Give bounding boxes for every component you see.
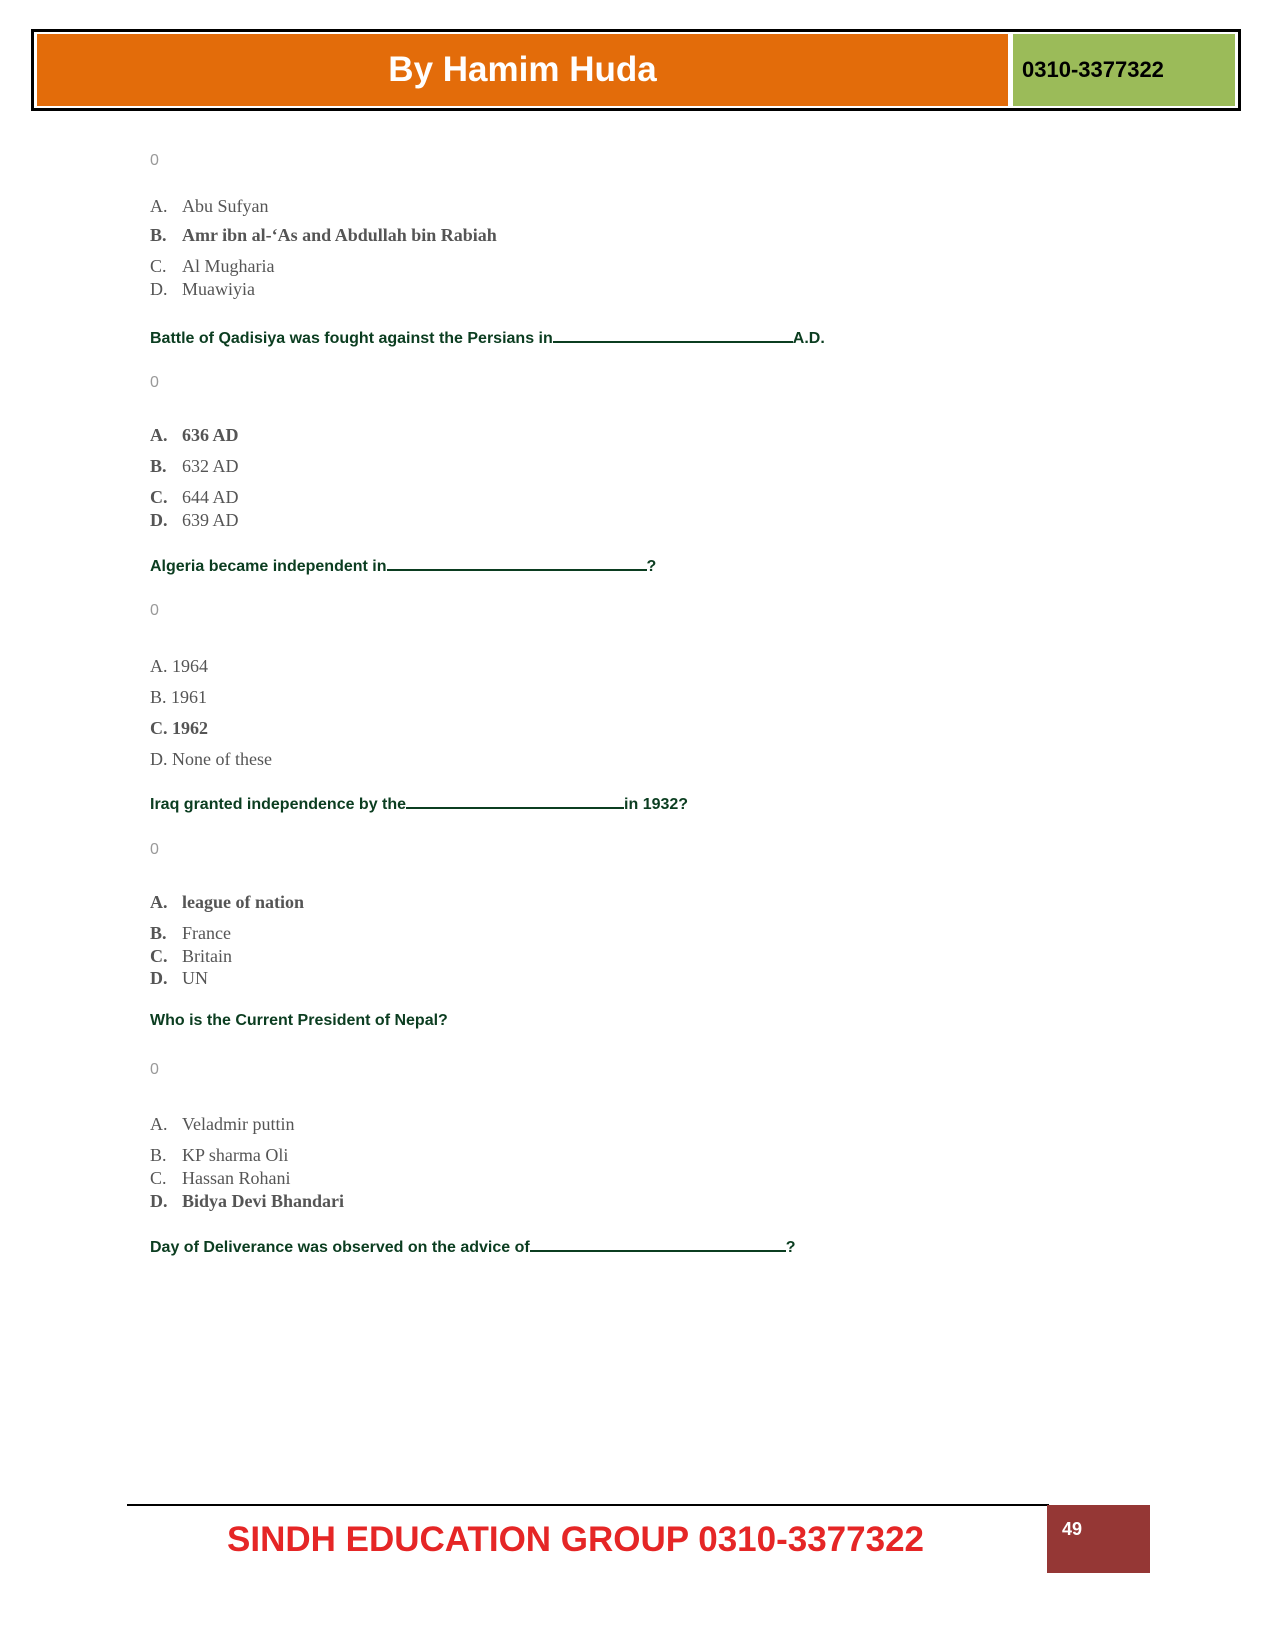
option-a: A. Abu Sufyan	[150, 196, 269, 216]
footer-text: SINDH EDUCATION GROUP 0310-3377322	[227, 1520, 925, 1559]
page-number-box	[1047, 1505, 1150, 1573]
option-d: D. None of these	[150, 749, 272, 769]
question-text: Iraq granted independence by the in 1932?	[150, 793, 688, 814]
option-c: C. Britain	[150, 946, 232, 966]
option-a: A. league of nation	[150, 892, 305, 912]
answer-blank	[530, 1236, 786, 1252]
header-title: By Hamim Huda	[388, 50, 657, 89]
option-c: C. 1962	[150, 718, 208, 738]
option-c: C. Hassan Rohani	[150, 1168, 291, 1188]
footer-divider	[127, 1504, 1049, 1506]
answer-blank	[387, 555, 647, 571]
option-c: C. Al Mugharia	[150, 256, 275, 276]
answer-marker: 0	[150, 1061, 159, 1078]
option-d: D. Bidya Devi Bhandari	[150, 1191, 345, 1211]
option-b: B. 632 AD	[150, 456, 239, 476]
option-b: B. KP sharma Oli	[150, 1145, 289, 1165]
question-text: Day of Deliverance was observed on the advice of ?	[150, 1236, 795, 1257]
question-text: Algeria became independent in ?	[150, 555, 656, 576]
header-phone-box	[1013, 34, 1235, 106]
option-b: B. 1961	[150, 687, 208, 707]
option-d: D. UN	[150, 968, 208, 988]
option-c: C. 644 AD	[150, 487, 239, 507]
option-d: D. Muawiyia	[150, 279, 255, 299]
option-a: A. 1964	[150, 656, 208, 676]
answer-marker: 0	[150, 841, 159, 858]
header-phone: 0310-3377322	[1022, 57, 1164, 82]
question-text: Who is the Current President of Nepal?	[150, 1012, 448, 1029]
answer-marker: 0	[150, 374, 159, 391]
answer-blank	[406, 793, 624, 809]
answer-marker: 0	[150, 152, 159, 169]
option-b: B. France	[150, 923, 231, 943]
header-title-box	[37, 34, 1008, 106]
option-a: A. 636 AD	[150, 425, 239, 445]
answer-blank	[553, 327, 793, 343]
answer-marker: 0	[150, 602, 159, 619]
page-number: 49	[1062, 1519, 1083, 1539]
question-text: Battle of Qadisiya was fought against the Persians in A.D.	[150, 327, 825, 348]
option-b: B. Amr ibn al-‘As and Abdullah bin Rabiah	[150, 225, 497, 245]
option-d: D. 639 AD	[150, 510, 239, 530]
option-a: A. Veladmir puttin	[150, 1114, 295, 1134]
